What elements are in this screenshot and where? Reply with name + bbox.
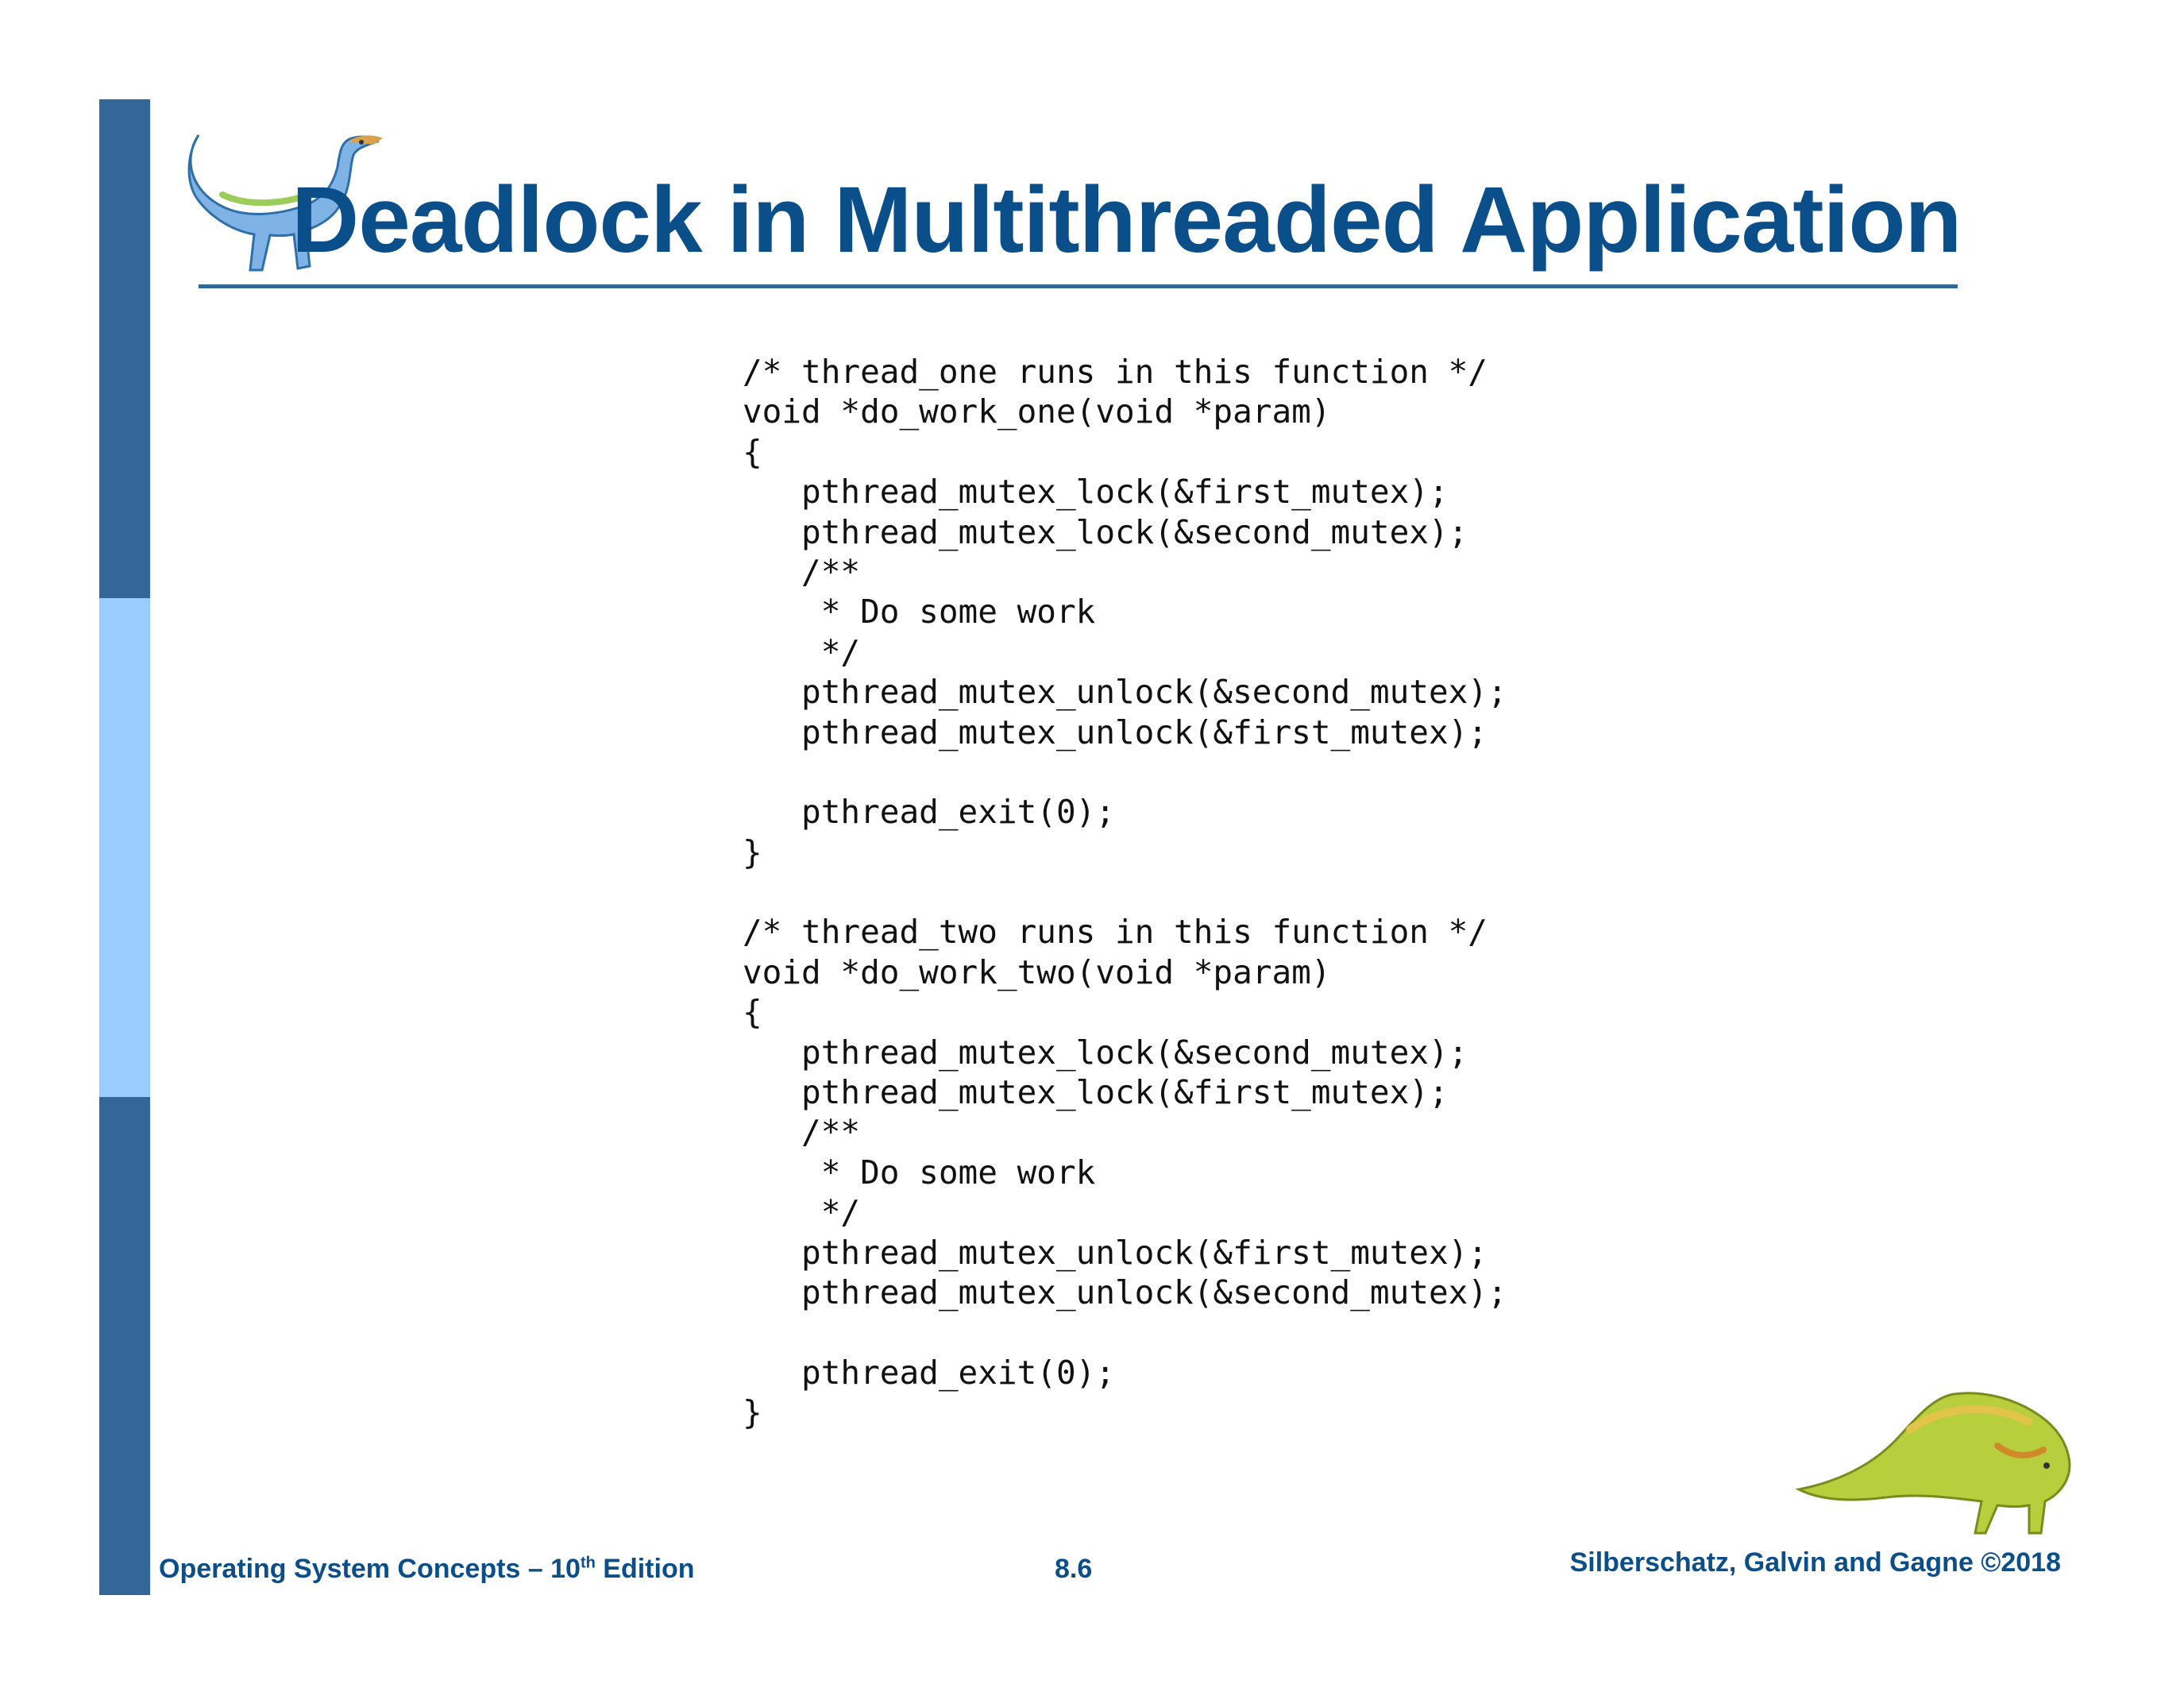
sidebar-bar-top: [99, 99, 150, 598]
code-listing: [743, 352, 1507, 1433]
code-line: }: [743, 1393, 762, 1432]
code-line: pthread_mutex_lock(&first_mutex);: [743, 473, 1449, 512]
code-line: {: [743, 432, 762, 471]
dinosaur-icon: [1791, 1370, 2077, 1545]
code-line: pthread_mutex_lock(&second_mutex);: [743, 512, 1468, 551]
code-line: /**: [743, 1113, 861, 1152]
code-line: * Do some work: [743, 593, 1096, 632]
footer-copyright: Silberschatz, Galvin and Gagne ©2018: [1569, 1547, 2061, 1578]
code-line: pthread_exit(0);: [743, 793, 1115, 832]
code-line: void *do_work_one(void *param): [743, 392, 1331, 431]
sidebar-bar-bottom: [99, 1097, 150, 1595]
code-line: pthread_mutex_unlock(&second_mutex);: [743, 1273, 1507, 1311]
code-line: pthread_mutex_unlock(&second_mutex);: [743, 673, 1507, 712]
footer-page-number: 8.6: [1055, 1554, 1093, 1584]
code-line: [743, 752, 1507, 792]
code-line: /**: [743, 552, 861, 591]
code-line: pthread_mutex_lock(&first_mutex);: [743, 1073, 1449, 1112]
code-line: /* thread_two runs in this function */: [743, 913, 1488, 952]
code-line: /* thread_one runs in this function */: [743, 353, 1488, 391]
footer-book-suffix: Edition: [595, 1554, 695, 1584]
footer-book-title: [159, 1554, 695, 1585]
sidebar-bar-middle: [99, 598, 150, 1097]
code-line: {: [743, 993, 762, 1032]
code-line: pthread_mutex_lock(&second_mutex);: [743, 1033, 1468, 1072]
code-line: pthread_mutex_unlock(&first_mutex);: [743, 1233, 1488, 1272]
code-line: * Do some work: [743, 1153, 1096, 1192]
code-line: */: [743, 632, 861, 671]
code-line: */: [743, 1193, 861, 1232]
code-line: pthread_exit(0);: [743, 1353, 1115, 1392]
code-line: void *do_work_two(void *param): [743, 952, 1331, 991]
code-line: pthread_mutex_unlock(&first_mutex);: [743, 713, 1488, 751]
code-line: }: [743, 832, 762, 871]
footer-book-superscript: th: [580, 1554, 596, 1572]
code-line: [743, 872, 1507, 912]
code-line: [743, 1312, 1507, 1352]
footer-book-prefix: Operating System Concepts – 10: [159, 1554, 581, 1584]
page-title: Deadlock in Multithreaded Application: [291, 168, 1962, 272]
title-divider: [199, 284, 1958, 288]
